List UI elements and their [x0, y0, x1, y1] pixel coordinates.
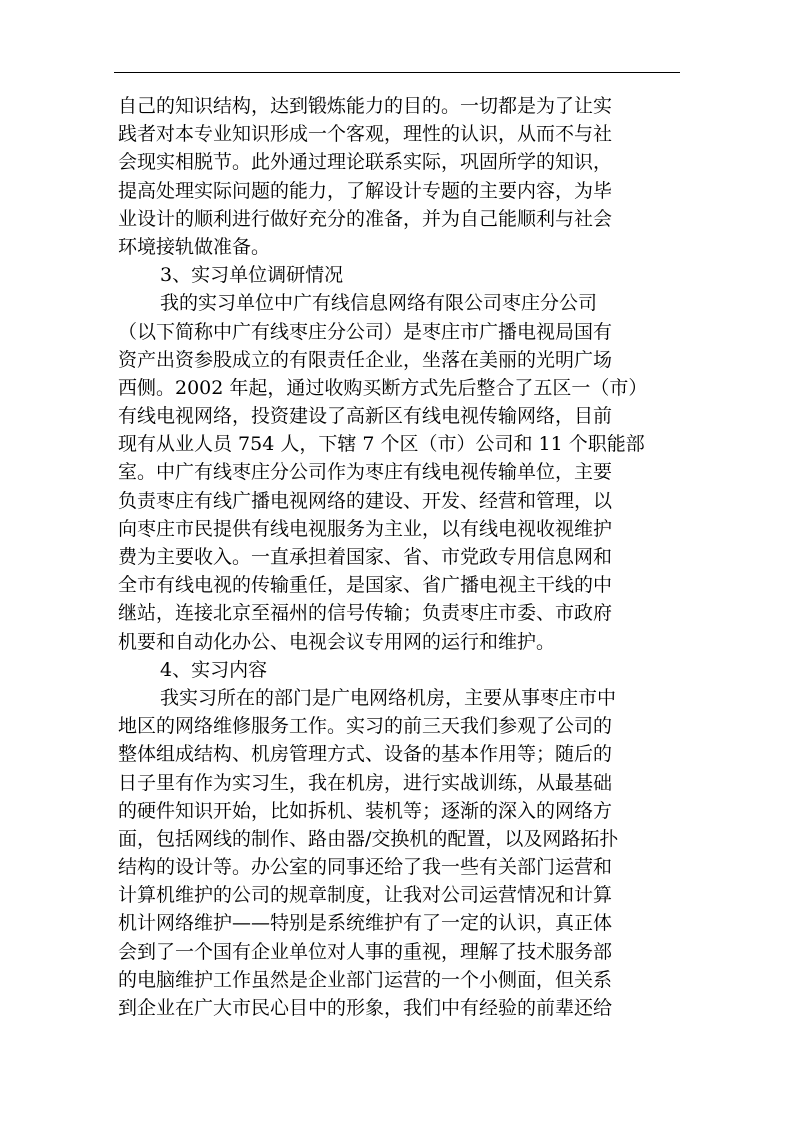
text-line: 继站，连接北京至福州的信号传输；负责枣庄市委、市政府	[118, 602, 613, 625]
text-line: 结构的设计等。办公室的同事还给了我一些有关部门运营和	[118, 856, 613, 879]
text-line: 资产出资参股成立的有限责任企业，坐落在美丽的光明广场	[118, 348, 613, 371]
text-line: 整体组成结构、机房管理方式、设备的基本作用等；随后的	[118, 743, 613, 766]
text-line: 的硬件知识开始，比如拆机、装机等；逐渐的深入的网络方	[118, 799, 613, 822]
text-line: 西侧。2002 年起，通过收购买断方式先后整合了五区一（市）	[118, 376, 648, 399]
text-line: 会现实相脱节。此外通过理论联系实际，巩固所学的知识，	[118, 151, 613, 174]
section-4-paragraph	[118, 684, 680, 1022]
text-line: 环境接轨做准备。	[118, 235, 271, 258]
section-3-heading: 3、实习单位调研情况	[160, 264, 344, 287]
text-line: 业设计的顺利进行做好充分的准备，并为自己能顺利与社会	[118, 207, 613, 230]
text-line: 计算机维护的公司的规章制度，让我对公司运营情况和计算	[118, 884, 613, 907]
text-line: 负责枣庄有线广播电视网络的建设、开发、经营和管理，以	[118, 489, 613, 512]
text-line: （以下简称中广有线枣庄分公司）是枣庄市广播电视局国有	[118, 320, 613, 343]
text-line: 室。中广有线枣庄分公司作为枣庄有线电视传输单位，主要	[118, 461, 613, 484]
text-line: 的电脑维护工作虽然是企业部门运营的一个小侧面，但关系	[118, 968, 613, 991]
text-line: 机要和自动化办公、电视会议专用网的运行和维护。	[118, 630, 556, 653]
text-line: 地区的网络维修服务工作。实习的前三天我们参观了公司的	[118, 715, 613, 738]
text-line: 践者对本专业知识形成一个客观，理性的认识，从而不与社	[118, 123, 613, 146]
header-rule	[114, 72, 680, 73]
intro-paragraph	[118, 92, 680, 261]
section-3-paragraph	[118, 289, 680, 655]
section-4-heading: 4、实习内容	[160, 658, 268, 681]
text-line: 自己的知识结构，达到锻炼能力的目的。一切都是为了让实	[118, 95, 613, 117]
text-line: 向枣庄市民提供有线电视服务为主业，以有线电视收视维护	[118, 517, 613, 540]
document-body	[118, 92, 680, 1022]
text-line: 全市有线电视的传输重任，是国家、省广播电视主干线的中	[118, 574, 613, 597]
text-line: 我实习所在的部门是广电网络机房，主要从事枣庄市中	[160, 686, 617, 709]
text-line: 有线电视网络，投资建设了高新区有线电视传输网络，目前	[118, 405, 613, 428]
text-line: 会到了一个国有企业单位对人事的重视，理解了技术服务部	[118, 940, 613, 963]
text-line: 机计网络维护——特别是系统维护有了一定的认识，真正体	[118, 912, 613, 935]
text-line: 日子里有作为实习生，我在机房，进行实战训练，从最基础	[118, 771, 613, 794]
text-line: 面，包括网线的制作、路由器/交换机的配置，以及网路拓扑	[118, 827, 619, 850]
text-line: 到企业在广大市民心目中的形象，我们中有经验的前辈还给	[118, 997, 613, 1019]
text-line: 我的实习单位中广有线信息网络有限公司枣庄分公司	[160, 292, 598, 315]
text-line: 现有从业人员 754 人，下辖 7 个区（市）公司和 11 个职能部	[118, 433, 645, 456]
text-line: 费为主要收入。一直承担着国家、省、市党政专用信息网和	[118, 546, 613, 568]
text-line: 提高处理实际问题的能力，了解设计专题的主要内容，为毕	[118, 179, 613, 202]
